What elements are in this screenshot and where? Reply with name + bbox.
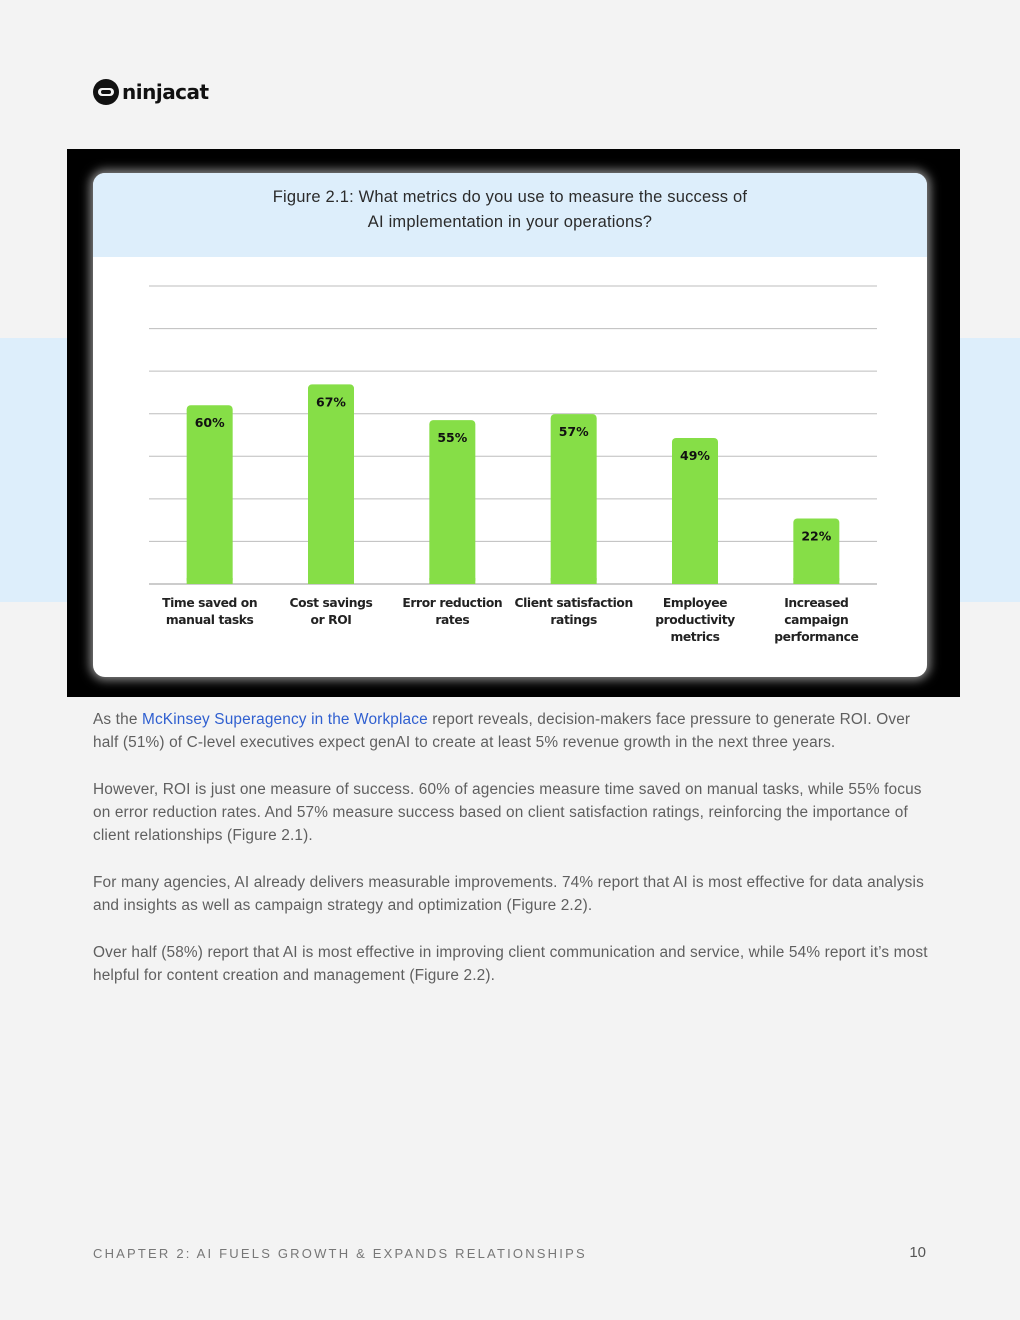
ninjacat-logo-icon: [93, 79, 119, 105]
chapter-footer: CHAPTER 2: AI FUELS GROWTH & EXPANDS RELATIONSHIPS: [93, 1246, 587, 1261]
bar-base: [308, 578, 354, 584]
brand-logo: [93, 79, 209, 105]
paragraph-4: Over half (58%) report that AI is most effective in improving client communication and service, while 54% report it’s most helpful for content creation and management (Figure 2.2).: [93, 943, 928, 985]
bar-base: [551, 578, 597, 584]
category-label: productivity: [655, 613, 735, 627]
paragraph-1-text: report reveals, decision-makers face pressure to generate ROI. Over half (51%) of C-level executives expect genAI to create at least 5% revenue growth in the next three years.: [93, 711, 911, 752]
category-label: or ROI: [310, 613, 352, 627]
data-label: 49%: [680, 447, 710, 463]
mckinsey-report-link[interactable]: McKinsey Superagency in the Workplace: [141, 711, 428, 728]
brand-name: ninjacat: [122, 80, 209, 104]
bar: [308, 384, 354, 584]
category-label: campaign: [784, 613, 849, 627]
data-label: 55%: [437, 430, 468, 446]
paragraph-1: [93, 708, 933, 755]
category-label: Error reduction: [402, 596, 503, 610]
body-text: [93, 708, 933, 1011]
category-label: Cost savings: [289, 596, 373, 610]
category-label: Time saved on: [162, 596, 258, 610]
bar-base: [793, 578, 839, 584]
data-label: 67%: [316, 394, 346, 410]
paragraph-3: For many agencies, AI already delivers measurable improvements. 74% report that AI is most effective for data analysis and insights as well as campaign strategy and optimization (Figure 2.2).: [93, 874, 924, 915]
bar: [187, 405, 233, 584]
bar: [551, 414, 597, 584]
page-number: 10: [909, 1244, 926, 1261]
data-label: 22%: [801, 528, 832, 544]
paragraph-2: However, ROI is just one measure of success. 60% of agencies measure time saved on manual tasks, while 55% focus on error reduction rates. And 57% measure success based on client satisfaction ratings, reinforcing the importance of client relationships (Figure 2.1).: [93, 780, 922, 845]
category-label: Increased: [784, 596, 849, 610]
category-label: ratings: [550, 613, 597, 627]
figure-card: [93, 173, 927, 677]
category-label: performance: [774, 630, 859, 644]
bar-chart: [93, 257, 927, 677]
category-label: Employee: [662, 596, 728, 610]
bar-base: [672, 578, 718, 584]
bar-base: [429, 578, 475, 584]
bar-base: [187, 578, 233, 584]
category-label: manual tasks: [165, 613, 254, 627]
figure-title: [93, 173, 927, 257]
figure-title-line-2: AI implementation in your operations?: [367, 213, 653, 231]
category-label: Client satisfaction: [514, 596, 633, 610]
paragraph-1-intro: As the: [93, 711, 142, 728]
bar-chart-svg: [93, 257, 927, 677]
data-label: 60%: [194, 415, 225, 431]
category-label: rates: [435, 613, 470, 627]
figure-frame: [67, 149, 960, 697]
category-label: metrics: [670, 630, 720, 644]
figure-title-line-1: Figure 2.1: What metrics do you use to measure the success of: [272, 188, 748, 206]
data-label: 57%: [558, 424, 589, 440]
